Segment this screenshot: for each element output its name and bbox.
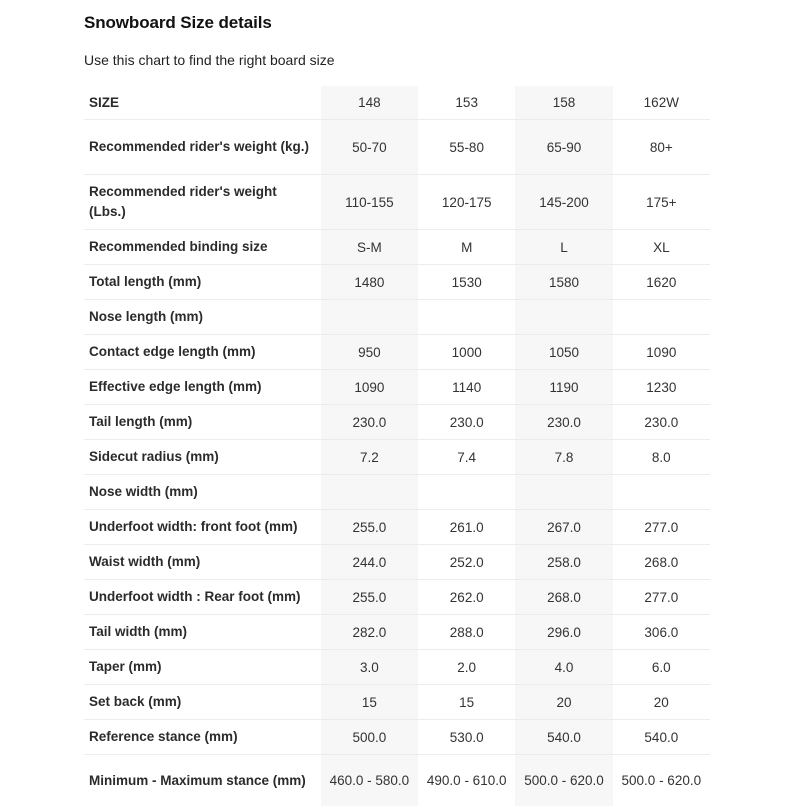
row-value: 3.0: [321, 650, 418, 685]
row-value: 65-90: [515, 120, 612, 175]
row-value: 230.0: [613, 405, 710, 440]
row-value: 15: [418, 685, 515, 720]
table-row: [84, 370, 710, 405]
table-row: [84, 545, 710, 580]
row-value: [613, 475, 710, 510]
row-value: 268.0: [613, 545, 710, 580]
row-label: Tail width (mm): [84, 615, 321, 650]
row-value: 120-175: [418, 175, 515, 230]
row-value: 261.0: [418, 510, 515, 545]
size-header: 148: [321, 86, 418, 120]
row-value: [515, 475, 612, 510]
table-row: [84, 120, 710, 175]
page-title: Snowboard Size details: [84, 13, 272, 33]
row-value: 1480: [321, 265, 418, 300]
size-header: 162W: [613, 86, 710, 120]
row-value: 277.0: [613, 510, 710, 545]
row-label: Underfoot width : Rear foot (mm): [84, 580, 321, 615]
table-row: [84, 475, 710, 510]
row-label: Nose length (mm): [84, 300, 321, 335]
row-value: 1530: [418, 265, 515, 300]
table-row: [84, 300, 710, 335]
row-value: 540.0: [613, 720, 710, 755]
table-header-row: [84, 86, 710, 120]
row-value: 500.0: [321, 720, 418, 755]
page-subtitle: Use this chart to find the right board size: [84, 52, 335, 68]
row-value: L: [515, 230, 612, 265]
table-row: [84, 755, 710, 806]
row-value: 230.0: [515, 405, 612, 440]
row-label: Effective edge length (mm): [84, 370, 321, 405]
row-label: Taper (mm): [84, 650, 321, 685]
row-label: Sidecut radius (mm): [84, 440, 321, 475]
row-value: 1230: [613, 370, 710, 405]
row-label: Waist width (mm): [84, 545, 321, 580]
row-label: Recommended binding size: [84, 230, 321, 265]
row-value: 7.8: [515, 440, 612, 475]
row-value: 255.0: [321, 510, 418, 545]
row-value: 1050: [515, 335, 612, 370]
size-header: 153: [418, 86, 515, 120]
row-label: Reference stance (mm): [84, 720, 321, 755]
row-value: 296.0: [515, 615, 612, 650]
row-label: Set back (mm): [84, 685, 321, 720]
row-value: 50-70: [321, 120, 418, 175]
row-value: 4.0: [515, 650, 612, 685]
row-value: 20: [515, 685, 612, 720]
row-label: Underfoot width: front foot (mm): [84, 510, 321, 545]
row-value: 1580: [515, 265, 612, 300]
row-value: 230.0: [418, 405, 515, 440]
row-label: Minimum - Maximum stance (mm): [84, 755, 321, 806]
table-row: [84, 615, 710, 650]
row-value: 1000: [418, 335, 515, 370]
row-value: 2.0: [418, 650, 515, 685]
table-row: [84, 650, 710, 685]
table-row: [84, 175, 710, 230]
row-value: 6.0: [613, 650, 710, 685]
row-value: 306.0: [613, 615, 710, 650]
row-value: 244.0: [321, 545, 418, 580]
row-value: 1140: [418, 370, 515, 405]
row-value: 500.0 - 620.0: [613, 755, 710, 806]
header-label: SIZE: [84, 86, 321, 120]
row-value: 80+: [613, 120, 710, 175]
row-value: 230.0: [321, 405, 418, 440]
size-chart-table: [84, 86, 710, 806]
row-value: 1620: [613, 265, 710, 300]
row-value: 145-200: [515, 175, 612, 230]
row-value: [321, 300, 418, 335]
row-value: 252.0: [418, 545, 515, 580]
table-row: [84, 685, 710, 720]
row-value: 262.0: [418, 580, 515, 615]
row-value: XL: [613, 230, 710, 265]
row-value: 277.0: [613, 580, 710, 615]
row-value: 7.4: [418, 440, 515, 475]
row-label: Tail length (mm): [84, 405, 321, 440]
row-label: Contact edge length (mm): [84, 335, 321, 370]
row-value: 258.0: [515, 545, 612, 580]
table-row: [84, 265, 710, 300]
row-value: 7.2: [321, 440, 418, 475]
table-row: [84, 440, 710, 475]
row-value: [613, 300, 710, 335]
row-value: M: [418, 230, 515, 265]
row-value: [418, 300, 515, 335]
row-value: 1090: [321, 370, 418, 405]
row-value: 268.0: [515, 580, 612, 615]
row-value: 55-80: [418, 120, 515, 175]
row-label: Nose width (mm): [84, 475, 321, 510]
row-label: Recommended rider's weight (kg.): [84, 120, 321, 175]
row-value: 20: [613, 685, 710, 720]
row-value: 8.0: [613, 440, 710, 475]
row-value: 15: [321, 685, 418, 720]
row-value: [515, 300, 612, 335]
row-value: 490.0 - 610.0: [418, 755, 515, 806]
row-value: 460.0 - 580.0: [321, 755, 418, 806]
row-value: [321, 475, 418, 510]
row-value: 1190: [515, 370, 612, 405]
row-value: 282.0: [321, 615, 418, 650]
row-value: 267.0: [515, 510, 612, 545]
table-row: [84, 405, 710, 440]
table-row: [84, 510, 710, 545]
size-header: 158: [515, 86, 612, 120]
table-row: [84, 720, 710, 755]
row-value: 175+: [613, 175, 710, 230]
row-value: 1090: [613, 335, 710, 370]
table-row: [84, 335, 710, 370]
row-value: 110-155: [321, 175, 418, 230]
row-value: 950: [321, 335, 418, 370]
row-value: 530.0: [418, 720, 515, 755]
row-label: Recommended rider's weight (Lbs.): [84, 175, 321, 230]
row-value: 255.0: [321, 580, 418, 615]
table-row: [84, 230, 710, 265]
row-value: S-M: [321, 230, 418, 265]
row-value: [418, 475, 515, 510]
row-value: 288.0: [418, 615, 515, 650]
row-value: 540.0: [515, 720, 612, 755]
row-label: Total length (mm): [84, 265, 321, 300]
row-value: 500.0 - 620.0: [515, 755, 612, 806]
table-row: [84, 580, 710, 615]
